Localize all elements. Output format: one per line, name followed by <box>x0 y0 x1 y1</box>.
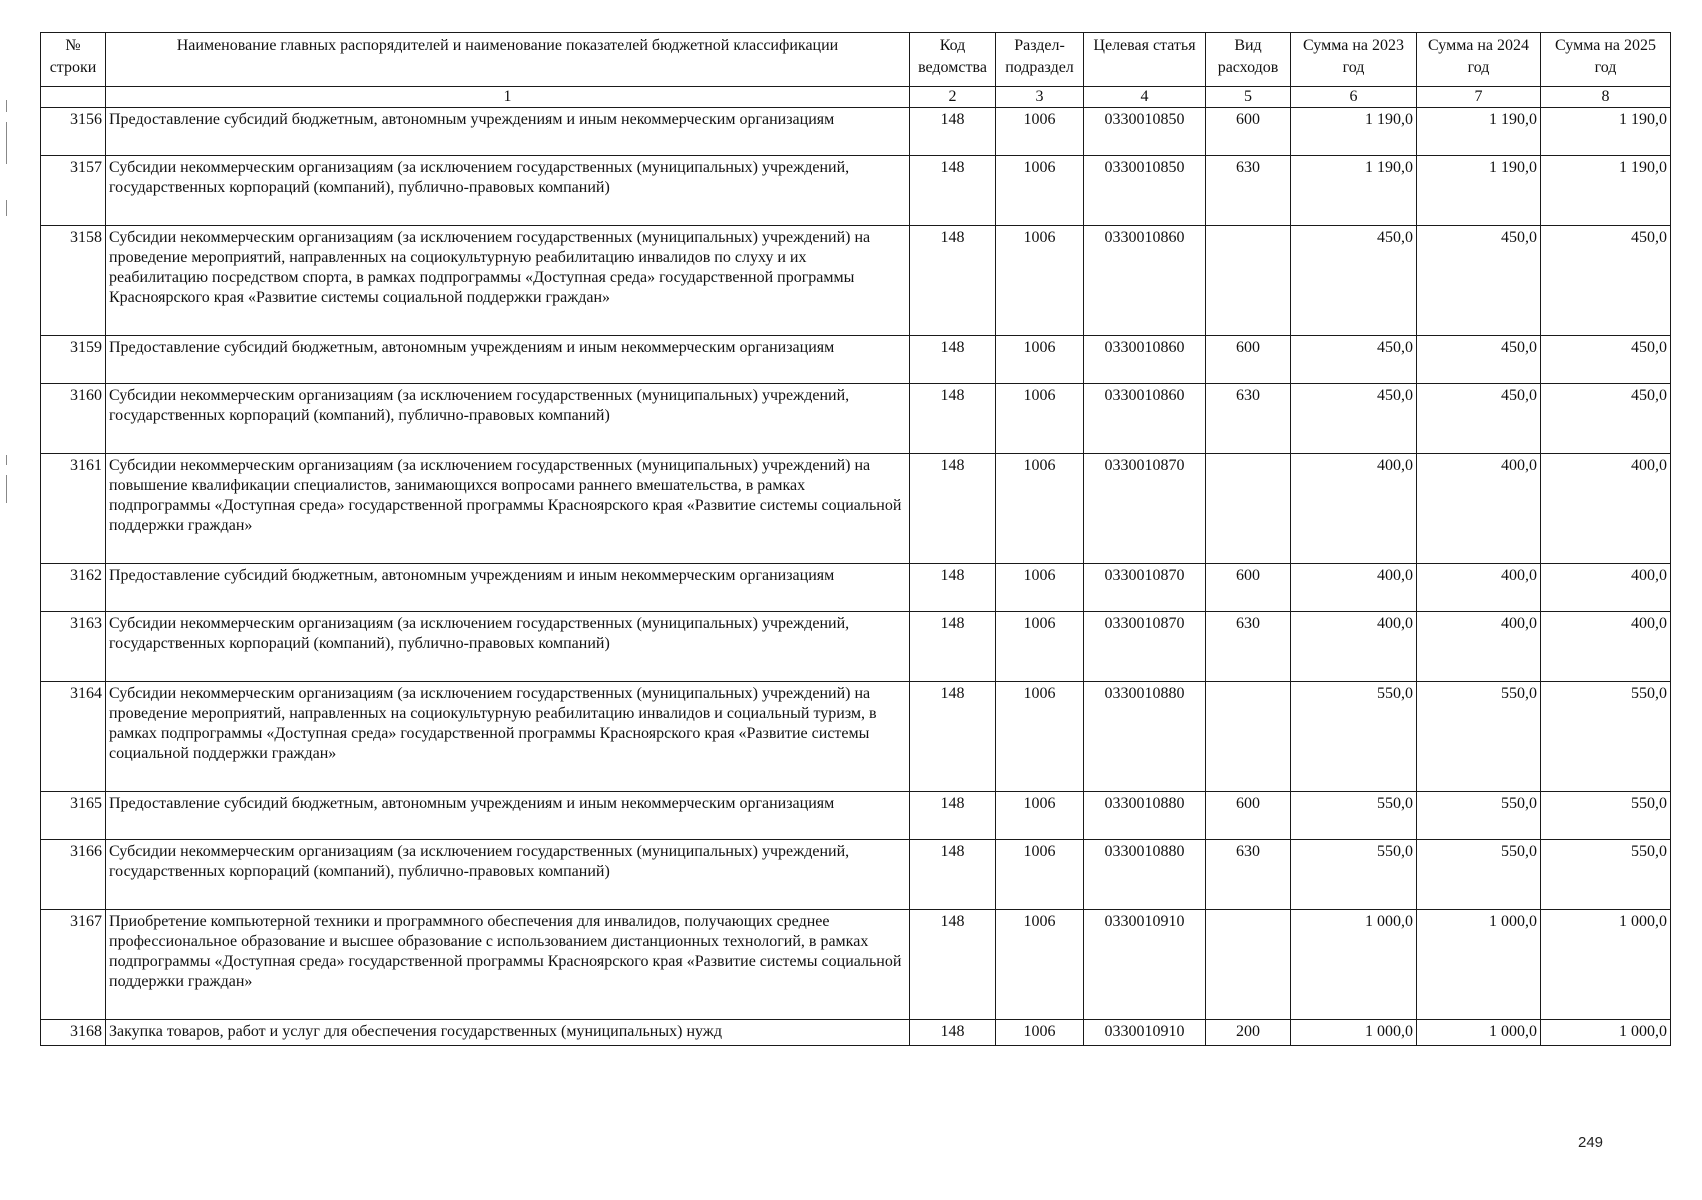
row-sum-2023: 450,0 <box>1291 336 1417 384</box>
row-name: Субсидии некоммерческим организациям (за исключением государственных (муниципальных) учреждений) на повышение квалификации специалистов, занимающихся вопросами раннего вмешательства, в рамках подпрограммы «Доступная среда» государственной программы Красноярского края «Развитие системы социальной поддержки граждан» <box>106 454 910 564</box>
row-sum-2025: 1 000,0 <box>1541 1020 1671 1046</box>
row-section: 1006 <box>996 336 1084 384</box>
row-section: 1006 <box>996 454 1084 564</box>
row-sum-2023: 550,0 <box>1291 682 1417 792</box>
row-expense-type: 600 <box>1206 108 1291 156</box>
row-target-article: 0330010910 <box>1084 1020 1206 1046</box>
row-section: 1006 <box>996 108 1084 156</box>
row-sum-2023: 550,0 <box>1291 792 1417 840</box>
row-target-article: 0330010860 <box>1084 336 1206 384</box>
row-section: 1006 <box>996 564 1084 612</box>
document-page <box>40 32 1670 1046</box>
row-sum-2024: 1 000,0 <box>1417 1020 1541 1046</box>
row-sum-2024: 450,0 <box>1417 226 1541 336</box>
column-number: 3 <box>996 87 1084 108</box>
table-row <box>41 1020 1671 1046</box>
row-expense-type: 630 <box>1206 840 1291 910</box>
row-expense-type <box>1206 454 1291 564</box>
header-name: Наименование главных распорядителей и наименование показателей бюджетной классификации <box>106 33 910 87</box>
row-name: Субсидии некоммерческим организациям (за исключением государственных (муниципальных) учреждений, государственных корпораций (компаний), публично-правовых компаний) <box>106 612 910 682</box>
row-name: Предоставление субсидий бюджетным, автономным учреждениям и иным некоммерческим организациям <box>106 336 910 384</box>
row-name: Закупка товаров, работ и услуг для обеспечения государственных (муниципальных) нужд <box>106 1020 910 1046</box>
row-sum-2025: 450,0 <box>1541 226 1671 336</box>
column-number: 5 <box>1206 87 1291 108</box>
row-dept-code: 148 <box>910 840 996 910</box>
row-expense-type: 630 <box>1206 384 1291 454</box>
row-name: Субсидии некоммерческим организациям (за исключением государственных (муниципальных) учреждений, государственных корпораций (компаний), публично-правовых компаний) <box>106 384 910 454</box>
row-number: 3164 <box>41 682 106 792</box>
row-dept-code: 148 <box>910 792 996 840</box>
row-sum-2025: 550,0 <box>1541 792 1671 840</box>
row-name: Приобретение компьютерной техники и программного обеспечения для инвалидов, получающих среднее профессиональное образование и высшее образование с использованием дистанционных технологий, в рамках подпрограммы «Доступная среда» государственной программы Красноярского края «Развитие системы социальной поддержки граждан» <box>106 910 910 1020</box>
row-name: Субсидии некоммерческим организациям (за исключением государственных (муниципальных) учреждений) на проведение мероприятий, направленных на социокультурную реабилитацию инвалидов по слуху и их реабилитацию посредством спорта, в рамках подпрограммы «Доступная среда» государственной программы Красноярского края «Развитие системы социальной поддержки граждан» <box>106 226 910 336</box>
table-row <box>41 840 1671 910</box>
row-number: 3166 <box>41 840 106 910</box>
column-number-row <box>41 87 1671 108</box>
row-name: Субсидии некоммерческим организациям (за исключением государственных (муниципальных) учреждений, государственных корпораций (компаний), публично-правовых компаний) <box>106 156 910 226</box>
row-sum-2024: 400,0 <box>1417 612 1541 682</box>
row-sum-2024: 550,0 <box>1417 840 1541 910</box>
row-sum-2025: 450,0 <box>1541 384 1671 454</box>
row-sum-2023: 1 190,0 <box>1291 108 1417 156</box>
row-target-article: 0330010910 <box>1084 910 1206 1020</box>
row-name: Предоставление субсидий бюджетным, автономным учреждениям и иным некоммерческим организациям <box>106 792 910 840</box>
row-sum-2025: 1 000,0 <box>1541 910 1671 1020</box>
row-dept-code: 148 <box>910 682 996 792</box>
row-sum-2025: 400,0 <box>1541 454 1671 564</box>
row-sum-2024: 1 190,0 <box>1417 108 1541 156</box>
row-expense-type <box>1206 682 1291 792</box>
row-expense-type: 600 <box>1206 336 1291 384</box>
row-dept-code: 148 <box>910 612 996 682</box>
row-dept-code: 148 <box>910 564 996 612</box>
column-number: 7 <box>1417 87 1541 108</box>
row-sum-2025: 400,0 <box>1541 564 1671 612</box>
table-body <box>41 108 1671 1046</box>
row-section: 1006 <box>996 792 1084 840</box>
row-expense-type: 630 <box>1206 612 1291 682</box>
row-sum-2025: 450,0 <box>1541 336 1671 384</box>
row-sum-2024: 1 190,0 <box>1417 156 1541 226</box>
row-expense-type: 600 <box>1206 792 1291 840</box>
row-sum-2024: 400,0 <box>1417 564 1541 612</box>
row-section: 1006 <box>996 226 1084 336</box>
table-row <box>41 156 1671 226</box>
header-section: Раздел-подраздел <box>996 33 1084 87</box>
row-sum-2025: 550,0 <box>1541 840 1671 910</box>
row-number: 3163 <box>41 612 106 682</box>
row-sum-2023: 450,0 <box>1291 384 1417 454</box>
row-expense-type: 630 <box>1206 156 1291 226</box>
row-dept-code: 148 <box>910 226 996 336</box>
row-number: 3165 <box>41 792 106 840</box>
row-sum-2023: 450,0 <box>1291 226 1417 336</box>
row-expense-type: 600 <box>1206 564 1291 612</box>
row-sum-2025: 1 190,0 <box>1541 156 1671 226</box>
row-sum-2024: 1 000,0 <box>1417 910 1541 1020</box>
row-dept-code: 148 <box>910 108 996 156</box>
row-target-article: 0330010850 <box>1084 156 1206 226</box>
row-section: 1006 <box>996 1020 1084 1046</box>
row-sum-2023: 1 000,0 <box>1291 1020 1417 1046</box>
row-target-article: 0330010860 <box>1084 384 1206 454</box>
row-dept-code: 148 <box>910 454 996 564</box>
row-number: 3156 <box>41 108 106 156</box>
row-sum-2025: 400,0 <box>1541 612 1671 682</box>
table-row <box>41 384 1671 454</box>
row-number: 3161 <box>41 454 106 564</box>
row-section: 1006 <box>996 384 1084 454</box>
row-section: 1006 <box>996 910 1084 1020</box>
row-number: 3160 <box>41 384 106 454</box>
row-sum-2023: 1 190,0 <box>1291 156 1417 226</box>
row-target-article: 0330010880 <box>1084 840 1206 910</box>
row-sum-2024: 400,0 <box>1417 454 1541 564</box>
header-row-number: № строки <box>41 33 106 87</box>
row-dept-code: 148 <box>910 1020 996 1046</box>
row-dept-code: 148 <box>910 910 996 1020</box>
row-dept-code: 148 <box>910 384 996 454</box>
row-sum-2023: 400,0 <box>1291 454 1417 564</box>
row-sum-2024: 550,0 <box>1417 792 1541 840</box>
row-sum-2023: 1 000,0 <box>1291 910 1417 1020</box>
table-header-row <box>41 33 1671 87</box>
row-number: 3162 <box>41 564 106 612</box>
row-number: 3167 <box>41 910 106 1020</box>
header-dept-code: Код ведомства <box>910 33 996 87</box>
row-section: 1006 <box>996 156 1084 226</box>
row-target-article: 0330010880 <box>1084 792 1206 840</box>
header-expense-type: Вид расходов <box>1206 33 1291 87</box>
column-number: 2 <box>910 87 996 108</box>
header-sum-2023: Сумма на 2023 год <box>1291 33 1417 87</box>
row-expense-type: 200 <box>1206 1020 1291 1046</box>
row-expense-type <box>1206 910 1291 1020</box>
row-name: Предоставление субсидий бюджетным, автономным учреждениям и иным некоммерческим организациям <box>106 108 910 156</box>
row-name: Предоставление субсидий бюджетным, автономным учреждениям и иным некоммерческим организациям <box>106 564 910 612</box>
row-sum-2024: 450,0 <box>1417 336 1541 384</box>
row-target-article: 0330010850 <box>1084 108 1206 156</box>
header-sum-2025: Сумма на 2025 год <box>1541 33 1671 87</box>
row-target-article: 0330010870 <box>1084 612 1206 682</box>
column-number: 1 <box>106 87 910 108</box>
header-target-article: Целевая статья <box>1084 33 1206 87</box>
row-sum-2023: 400,0 <box>1291 564 1417 612</box>
row-name: Субсидии некоммерческим организациям (за исключением государственных (муниципальных) учреждений, государственных корпораций (компаний), публично-правовых компаний) <box>106 840 910 910</box>
row-expense-type <box>1206 226 1291 336</box>
row-sum-2024: 550,0 <box>1417 682 1541 792</box>
header-sum-2024: Сумма на 2024 год <box>1417 33 1541 87</box>
row-dept-code: 148 <box>910 156 996 226</box>
row-target-article: 0330010870 <box>1084 454 1206 564</box>
budget-table <box>40 32 1671 1046</box>
table-row <box>41 108 1671 156</box>
column-number: 6 <box>1291 87 1417 108</box>
table-row <box>41 612 1671 682</box>
page-number: 249 <box>1578 1134 1604 1151</box>
row-target-article: 0330010860 <box>1084 226 1206 336</box>
row-sum-2023: 400,0 <box>1291 612 1417 682</box>
row-section: 1006 <box>996 612 1084 682</box>
row-target-article: 0330010880 <box>1084 682 1206 792</box>
row-sum-2024: 450,0 <box>1417 384 1541 454</box>
row-dept-code: 148 <box>910 336 996 384</box>
table-row <box>41 792 1671 840</box>
table-row <box>41 910 1671 1020</box>
row-name: Субсидии некоммерческим организациям (за исключением государственных (муниципальных) учреждений) на проведение мероприятий, направленных на социокультурную реабилитацию инвалидов и социальный туризм, в рамках подпрограммы «Доступная среда» государственной программы Красноярского края «Развитие системы социальной поддержки граждан» <box>106 682 910 792</box>
table-row <box>41 336 1671 384</box>
row-sum-2023: 550,0 <box>1291 840 1417 910</box>
column-number: 8 <box>1541 87 1671 108</box>
row-section: 1006 <box>996 840 1084 910</box>
table-row <box>41 564 1671 612</box>
column-number: 4 <box>1084 87 1206 108</box>
row-section: 1006 <box>996 682 1084 792</box>
row-target-article: 0330010870 <box>1084 564 1206 612</box>
row-sum-2025: 1 190,0 <box>1541 108 1671 156</box>
row-number: 3157 <box>41 156 106 226</box>
row-number: 3168 <box>41 1020 106 1046</box>
table-row <box>41 226 1671 336</box>
row-number: 3158 <box>41 226 106 336</box>
row-number: 3159 <box>41 336 106 384</box>
table-row <box>41 682 1671 792</box>
table-row <box>41 454 1671 564</box>
column-number <box>41 87 106 108</box>
row-sum-2025: 550,0 <box>1541 682 1671 792</box>
